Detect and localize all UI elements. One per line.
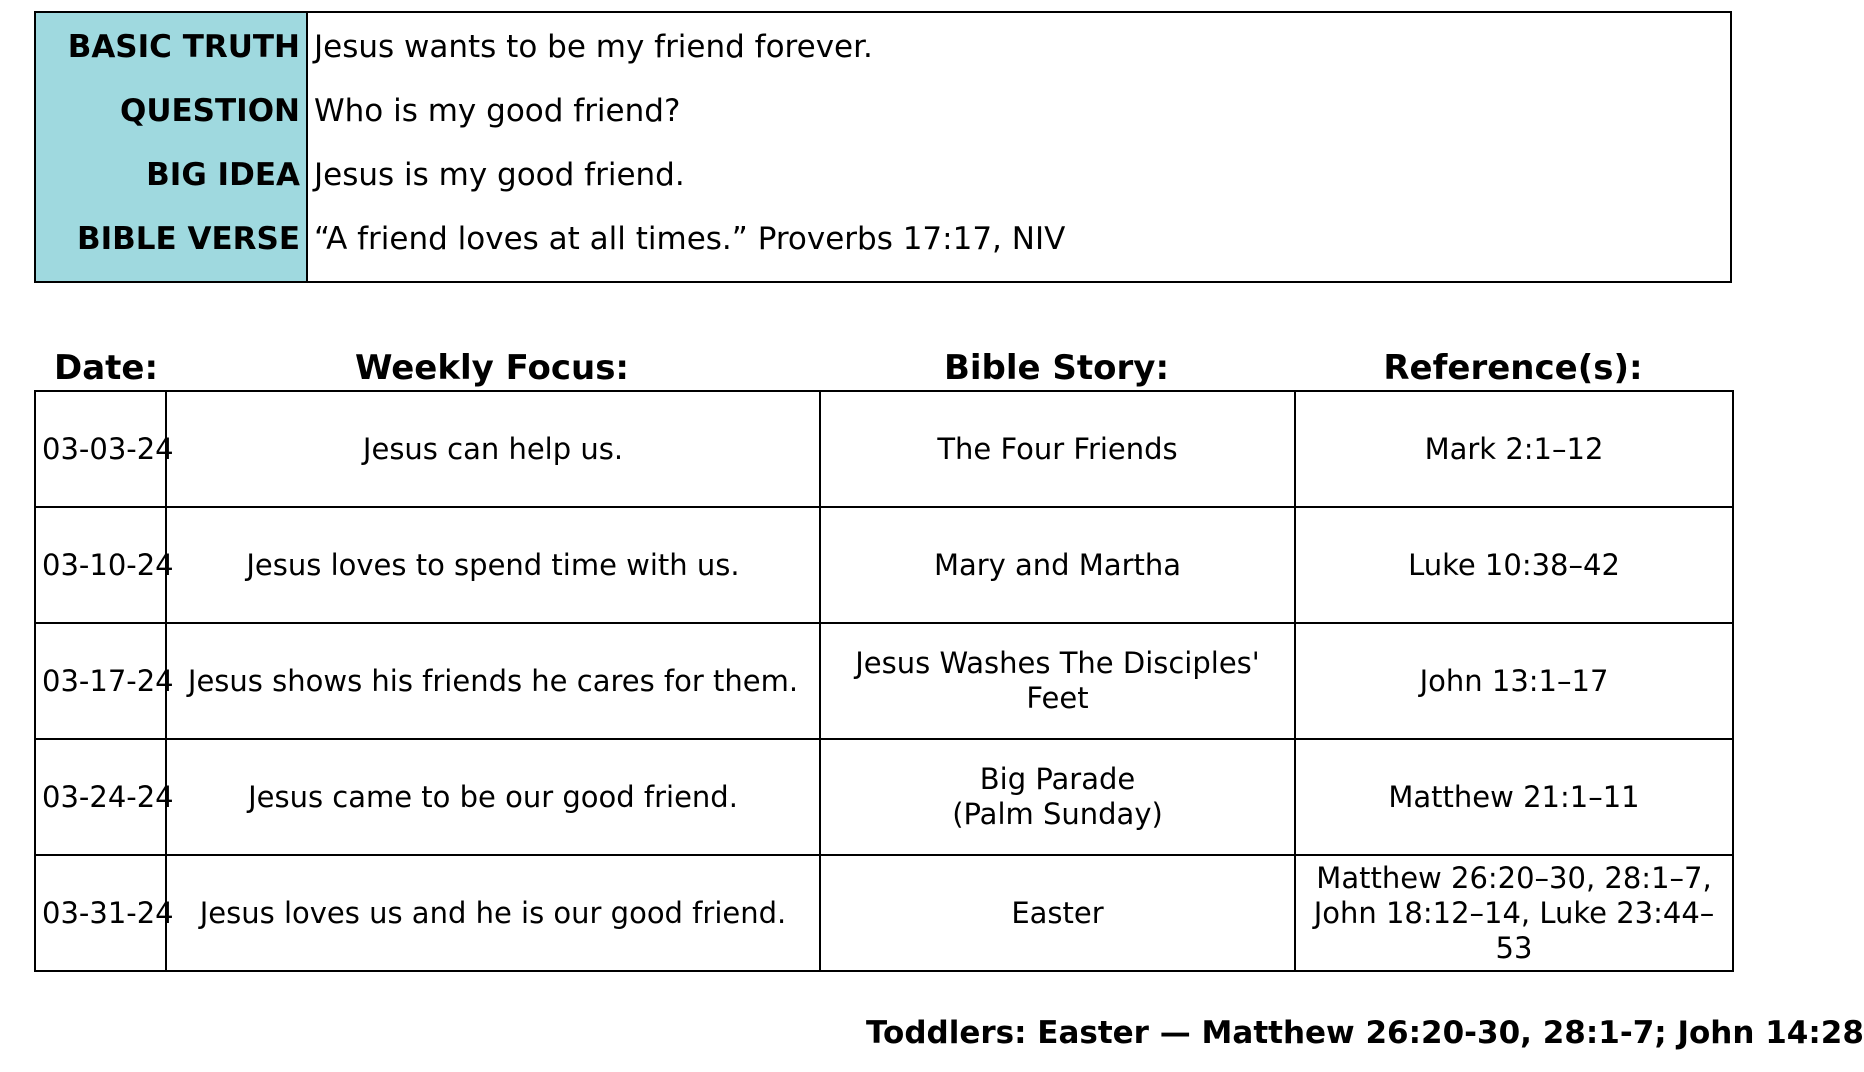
date-cell: 03-31-24 [35, 855, 166, 971]
table-row [35, 739, 1733, 855]
bible-story-cell [820, 623, 1295, 739]
bible-story-cell [820, 855, 1295, 971]
table-row [35, 855, 1733, 971]
table-row [35, 623, 1733, 739]
table-row [35, 391, 1733, 507]
big-idea-label: BIG IDEA [146, 157, 300, 193]
reference-line: Luke 10:38–42 [1408, 547, 1620, 582]
date-cell: 03-03-24 [35, 391, 166, 507]
summary-label-column [36, 13, 308, 281]
date-cell: 03-10-24 [35, 507, 166, 623]
reference-cell [1295, 507, 1733, 623]
weekly-focus-cell: Jesus loves us and he is our good friend. [166, 855, 820, 971]
date-header: Date: [54, 348, 159, 388]
bible-story-header: Bible Story: [943, 348, 1170, 388]
date-cell: 03-17-24 [35, 623, 166, 739]
question-label: QUESTION [119, 93, 300, 129]
reference-line: Matthew 26:20–30, 28:1–7, [1316, 860, 1712, 895]
basic-truth-label: BASIC TRUTH [67, 29, 300, 65]
weekly-focus-cell: Jesus shows his friends he cares for them. [166, 623, 820, 739]
bible-story-line: The Four Friends [937, 431, 1178, 466]
weekly-focus-cell: Jesus can help us. [166, 391, 820, 507]
reference-line: Matthew 21:1–11 [1388, 779, 1640, 814]
bible-story-line: Mary and Martha [933, 547, 1182, 582]
bible-story-cell [820, 739, 1295, 855]
references-header: Reference(s): [1383, 348, 1643, 388]
schedule-table [34, 390, 1734, 972]
basic-truth-value: Jesus wants to be my friend forever. [314, 29, 873, 65]
big-idea-value: Jesus is my good friend. [314, 157, 685, 193]
reference-cell [1295, 623, 1733, 739]
reference-cell [1295, 855, 1733, 971]
weekly-focus-header: Weekly Focus: [354, 348, 630, 388]
date-cell: 03-24-24 [35, 739, 166, 855]
weekly-focus-cell: Jesus loves to spend time with us. [166, 507, 820, 623]
bible-story-line: Big Parade [979, 762, 1136, 796]
bible-story-cell [820, 507, 1295, 623]
bible-verse-value: “A friend loves at all times.” Proverbs 17:17, NIV [314, 221, 1066, 257]
bible-verse-label: BIBLE VERSE [76, 221, 300, 257]
reference-line: John 13:1–17 [1419, 663, 1609, 698]
reference-cell [1295, 739, 1733, 855]
summary-value-column [308, 13, 1730, 281]
reference-cell [1295, 391, 1733, 507]
reference-line: Mark 2:1–12 [1424, 431, 1604, 466]
bible-story-cell [820, 391, 1295, 507]
weekly-focus-cell: Jesus came to be our good friend. [166, 739, 820, 855]
bible-story-line: (Palm Sunday) [952, 797, 1163, 831]
schedule-headers [34, 345, 1732, 391]
question-value: Who is my good friend? [314, 93, 681, 129]
bible-story-line: Easter [1011, 895, 1104, 930]
bible-story-line: Jesus Washes The Disciples' Feet [855, 646, 1260, 715]
summary-box [34, 11, 1732, 283]
toddlers-note: Toddlers: Easter — Matthew 26:20-30, 28:1-7; John 14:28 [866, 1015, 1864, 1051]
reference-line: John 18:12–14, Luke 23:44–53 [1313, 895, 1715, 965]
table-row [35, 507, 1733, 623]
